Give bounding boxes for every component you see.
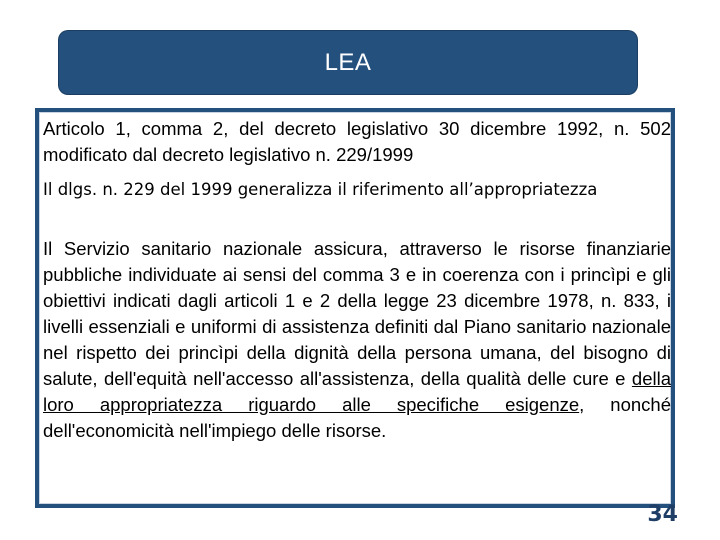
slide-title: LEA — [324, 48, 372, 76]
law-text-end: , nonché dell'economicità nell'impiego delle risorse. — [43, 394, 671, 441]
law-text-main: Il Servizio sanitario nazionale assicura, attraverso le risorse finanziarie pubbliche individuate ai sensi del comma 3 e in coerenza con i princìpi e gli obiettivi indicati dagli articoli 1 e 2 della legge 23 dicembre 1978, n. 833, i livelli essenziali e uniformi di assistenza definiti dal Piano sanitario nazionale nel rispetto dei princìpi della dignità della persona umana, del bisogno di salute, dell'equità nell'accesso all'assistenza, della qualità delle cure e — [43, 238, 671, 389]
paragraph-article-reference: Articolo 1, comma 2, del decreto legislativo 30 dicembre 1992, n. 502 modificato dal decreto legislativo n. 229/1999 — [43, 118, 671, 165]
paragraph-law-text — [43, 236, 671, 444]
paragraph-dlgs-note: Il dlgs. n. 229 del 1999 generalizza il riferimento all’appropriatezza — [43, 180, 598, 199]
law-text-underlined: della loro appropriatezza riguardo alle specifiche esigenze — [43, 368, 671, 415]
title-banner — [59, 31, 637, 94]
page-number: 34 — [647, 502, 678, 527]
